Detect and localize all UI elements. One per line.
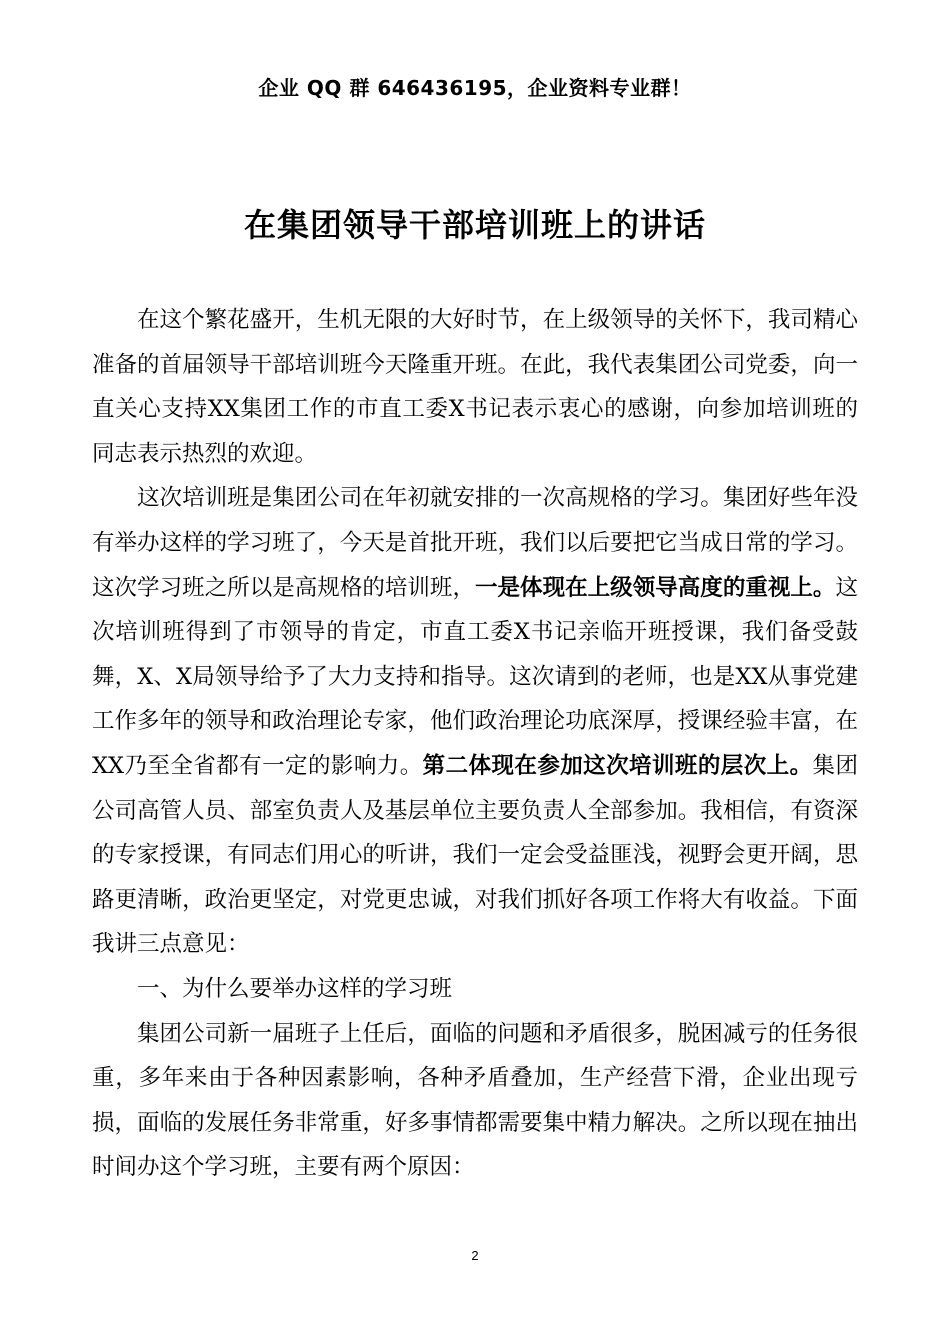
paragraph-text: 这次培训班是集团公司在年初就安排的一次高规格的学习。集团好些年没有举办这样的学习班了，今天是首批开班，我们以后要把它当成日常的学习。这次学习班之所以是高规格的培训班， bbox=[92, 485, 858, 601]
header-note: 企业 QQ 群 646436195，企业资料专业群！ bbox=[258, 76, 692, 100]
document-body bbox=[92, 298, 858, 1190]
paragraph-text: 集团公司高管人员、部室负责人及基层单位主要负责人全部参加。我相信，有资深的专家授课，有同志们用心的听讲，我们一定会受益匪浅，视野会更开阔，思路更清晰，政治更坚定，对党更忠诚，对我们抓好各项工作将大有收益。下面我讲三点意见： bbox=[92, 752, 858, 958]
document-title: 在集团领导干部培训班上的讲话 bbox=[243, 206, 706, 244]
page-number: 2 bbox=[471, 1248, 479, 1263]
paragraph-text: 这次培训班得到了市领导的肯定，市直工委X书记亲临开班授课，我们备受鼓舞，X、X局领导给予了大力支持和指导。这次请到的老师，也是XX从事党建工作多年的领导和政治理论专家，他们政治理论功底深厚，授课经验丰富，在XX乃至全省都有一定的影响力。 bbox=[92, 574, 858, 779]
paragraph-opening: 在这个繁花盛开，生机无限的大好时节，在上级领导的关怀下，我司精心准备的首届领导干部培训班今天隆重开班。在此，我代表集团公司党委，向一直关心支持XX集团工作的市直工委X书记表示衷心的感谢，向参加培训班的同志表示热烈的欢迎。 bbox=[92, 307, 858, 467]
paragraph-training-level bbox=[92, 476, 858, 967]
paragraph-section-one: 集团公司新一届班子上任后，面临的问题和矛盾很多，脱困减亏的任务很重，多年来由于各种因素影响，各种矛盾叠加，生产经营下滑，企业出现亏损，面临的发展任务非常重，好多事情都需要集中精力解决。之所以现在抽出时间办这个学习班，主要有两个原因： bbox=[92, 1020, 858, 1181]
section-heading: 一、为什么要举办这样的学习班 bbox=[137, 975, 453, 1002]
emphasis-point-one: 一是体现在上级领导高度的重视上。 bbox=[475, 574, 836, 601]
emphasis-point-two: 第二体现在参加这次培训班的层次上。 bbox=[422, 752, 813, 779]
